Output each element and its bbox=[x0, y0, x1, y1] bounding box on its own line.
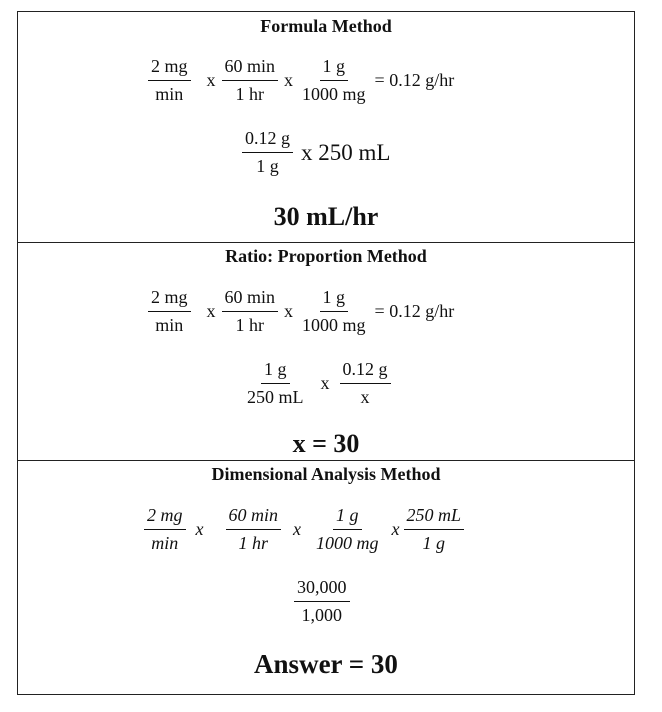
fraction: $\frac{60 \min}{1 hr}$ bbox=[222, 56, 279, 105]
answer: x = 30 bbox=[292, 429, 360, 458]
fraction: $\frac{0.12 g}{x}$ bbox=[340, 359, 391, 408]
operator: x bbox=[195, 519, 204, 539]
equation-1 bbox=[146, 287, 458, 336]
operator: x bbox=[391, 519, 400, 539]
operator: x bbox=[206, 70, 216, 90]
dimensional-analysis-section bbox=[18, 460, 634, 694]
operator: x bbox=[293, 519, 301, 539]
fraction: $\frac{2 mg}{\min}$ bbox=[148, 56, 191, 105]
equation-1 bbox=[142, 505, 466, 554]
equation-2 bbox=[292, 577, 352, 626]
fraction: $\frac{30,000}{1,000}$ bbox=[294, 577, 350, 626]
fraction: $\frac{2 mg}{\min}$ bbox=[148, 287, 191, 336]
fraction: $\frac{1 g}{250 mL}$ bbox=[247, 359, 304, 407]
result: = 0.12 g/hr bbox=[374, 301, 455, 321]
equation-1 bbox=[146, 56, 458, 105]
fraction: $\frac{60 \min}{1 hr}$ bbox=[222, 287, 279, 336]
equation-2 bbox=[242, 359, 393, 408]
operator: x bbox=[206, 301, 216, 321]
fraction: $\frac{0.12 g}{1 g}$ bbox=[242, 128, 293, 177]
section-title: Formula Method bbox=[260, 16, 392, 36]
operator: x bbox=[284, 301, 294, 321]
fraction: $\frac{1 g}{1000 mg}$ bbox=[302, 287, 366, 335]
fraction: $\frac{250 mL}{1 g}$ bbox=[404, 505, 465, 554]
equation-2 bbox=[240, 128, 390, 177]
formula-method-section bbox=[18, 12, 634, 242]
fraction: $\frac{1 g}{1000 mg}$ bbox=[316, 505, 379, 553]
answer: Answer = 30 bbox=[254, 649, 398, 679]
ratio-proportion-section bbox=[18, 242, 634, 460]
fraction: $\frac{2 mg}{\min}$ bbox=[144, 505, 186, 554]
fraction: $\frac{1 g}{1000 mg}$ bbox=[302, 56, 366, 104]
methods-table bbox=[17, 11, 635, 695]
multiplier-text: x 250 mL bbox=[301, 139, 391, 165]
section-title: Ratio: Proportion Method bbox=[225, 246, 427, 266]
fraction: $\frac{60 \min}{1 hr}$ bbox=[226, 505, 282, 554]
result: = 0.12 g/hr bbox=[374, 70, 455, 90]
operator: x bbox=[284, 70, 294, 90]
answer: 30 mL/hr bbox=[273, 202, 379, 231]
section-title: Dimensional Analysis Method bbox=[211, 464, 441, 484]
operator: x bbox=[320, 373, 330, 393]
